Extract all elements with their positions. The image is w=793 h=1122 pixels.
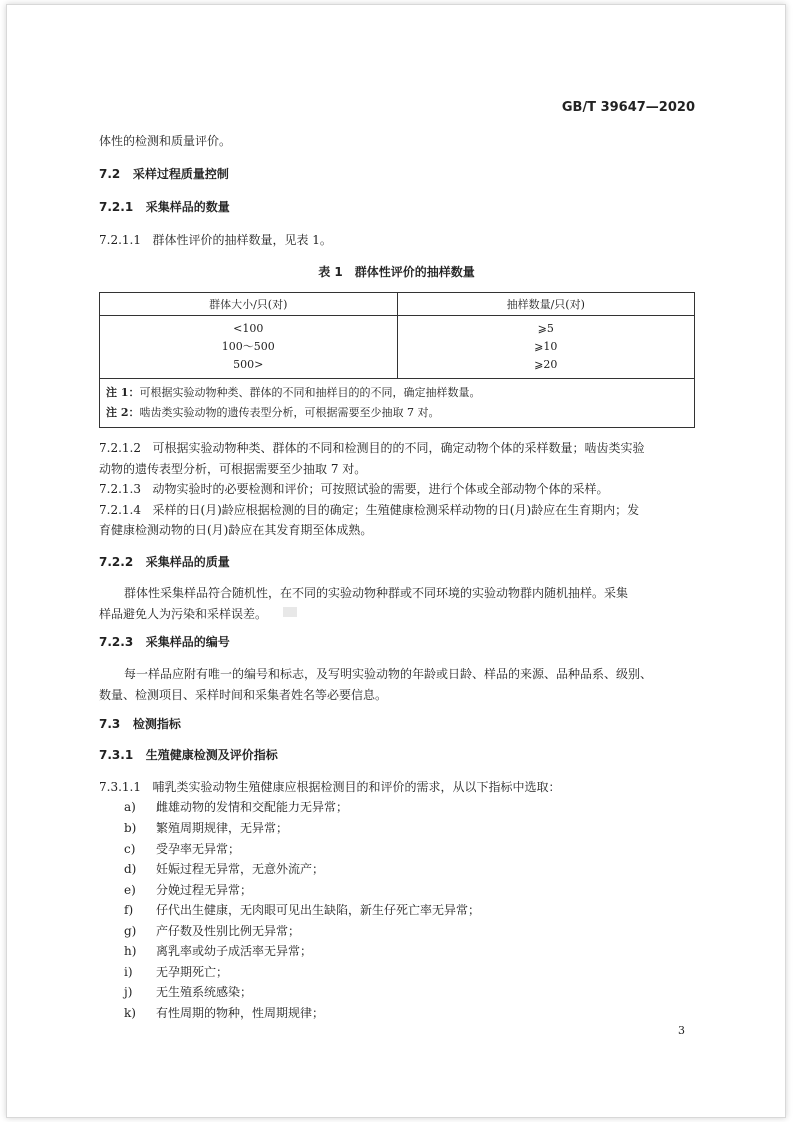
group-size-cell bbox=[100, 316, 398, 379]
list-marker: b) bbox=[124, 821, 137, 835]
list-marker: f) bbox=[124, 903, 134, 917]
paragraph-7-2-2-line1: 群体性采集样品符合随机性，在不同的实验动物种群或不同环境的实验动物群内随机抽样。采集 bbox=[124, 586, 629, 600]
section-title: 采集样品的数量 bbox=[145, 200, 230, 214]
note-text: 可根据实验动物种类、群体的不同和抽样目的的不同，确定抽样数量。 bbox=[139, 386, 481, 399]
list-marker: d) bbox=[124, 862, 137, 876]
section-7-2-2-heading bbox=[99, 554, 230, 570]
clause-7-2-1-1 bbox=[99, 232, 332, 248]
table-note bbox=[106, 403, 688, 423]
list-marker: c) bbox=[124, 842, 136, 856]
section-7-3-heading bbox=[99, 716, 181, 732]
list-text: 无生殖系统感染； bbox=[156, 985, 253, 999]
clause-7-2-1-4-cont: 育健康检测动物的日(月)龄应在其发育期至体成熟。 bbox=[99, 523, 373, 537]
list-marker: j) bbox=[124, 985, 133, 999]
note-label: 注 2： bbox=[106, 406, 140, 419]
list-item bbox=[124, 820, 288, 836]
clause-number: 7.3.1.1 bbox=[99, 780, 141, 794]
continuation-text: 体性的检测和质量评价。 bbox=[99, 134, 232, 148]
paragraph-7-2-2-line2: 样品避免人为污染和采样误差。 bbox=[99, 607, 268, 621]
list-item bbox=[124, 799, 348, 815]
section-title: 采集样品的编号 bbox=[145, 635, 230, 649]
note-text: 啮齿类实验动物的遗传表型分析，可根据需要至少抽取 7 对。 bbox=[139, 406, 440, 419]
note-label: 注 1： bbox=[106, 386, 140, 399]
clause-text: 采样的日(月)龄应根据检测的目的确定；生殖健康检测采样动物的日(月)龄应在生育期内；发 bbox=[152, 503, 640, 517]
section-number: 7.2.1 bbox=[99, 200, 134, 214]
list-item bbox=[124, 841, 240, 857]
section-7-2-3-heading bbox=[99, 634, 230, 650]
list-text: 受孕率无异常； bbox=[156, 842, 241, 856]
list-item bbox=[124, 902, 480, 918]
clause-number: 7.2.1.3 bbox=[99, 482, 141, 496]
sample-count-value: ⩾5 bbox=[537, 322, 554, 335]
paragraph-7-2-3-line2: 数量、检测项目、采样时间和采集者姓名等必要信息。 bbox=[99, 688, 388, 702]
table-header-sample-count: 抽样数量/只(对) bbox=[397, 293, 695, 316]
section-number: 7.2 bbox=[99, 167, 121, 181]
table-notes bbox=[100, 379, 695, 428]
list-marker: k) bbox=[124, 1006, 136, 1020]
clause-7-3-1-1 bbox=[99, 779, 560, 795]
clause-number: 7.2.1.2 bbox=[99, 441, 141, 455]
table-header-row bbox=[100, 293, 695, 316]
table-caption: 表 1 群体性评价的抽样数量 bbox=[318, 265, 475, 279]
section-number: 7.3 bbox=[99, 717, 121, 731]
sample-count-value: ⩾10 bbox=[534, 340, 558, 353]
section-title: 采样过程质量控制 bbox=[132, 167, 229, 181]
section-number: 7.2.3 bbox=[99, 635, 134, 649]
sample-count-value: ⩾20 bbox=[534, 358, 558, 371]
table-header-group-size: 群体大小/只(对) bbox=[100, 293, 398, 316]
section-title: 生殖健康检测及评价指标 bbox=[145, 748, 278, 762]
list-text: 分娩过程无异常； bbox=[156, 883, 253, 897]
list-text: 雌雄动物的发情和交配能力无异常； bbox=[156, 800, 349, 814]
list-text: 产仔数及性别比例无异常； bbox=[156, 924, 301, 938]
table-row bbox=[100, 316, 695, 379]
group-size-value: 100～500 bbox=[221, 340, 275, 353]
page-number: 3 bbox=[678, 1024, 685, 1037]
clause-7-2-1-3 bbox=[99, 481, 608, 497]
list-marker: g) bbox=[124, 924, 137, 938]
section-number: 7.2.2 bbox=[99, 555, 134, 569]
list-text: 仔代出生健康，无肉眼可见出生缺陷，新生仔死亡率无异常； bbox=[156, 903, 481, 917]
section-title: 检测指标 bbox=[132, 717, 181, 731]
list-item bbox=[124, 861, 324, 877]
clause-text: 动物实验时的必要检测和评价；可按照试验的需要，进行个体或全部动物个体的采样。 bbox=[152, 482, 609, 496]
list-item bbox=[124, 882, 252, 898]
list-marker: h) bbox=[124, 944, 137, 958]
clause-text: 可根据实验动物种类、群体的不同和检测目的的不同，确定动物个体的采样数量；啮齿类实验 bbox=[152, 441, 645, 455]
list-text: 有性周期的物种，性周期规律； bbox=[156, 1006, 325, 1020]
list-marker: e) bbox=[124, 883, 136, 897]
standard-number: GB/T 39647—2020 bbox=[561, 100, 695, 115]
paragraph-7-2-3-line1: 每一样品应附有唯一的编号和标志，及写明实验动物的年龄或日龄、样品的来源、品种品系、级别、 bbox=[124, 667, 653, 681]
list-text: 繁殖周期规律，无异常； bbox=[156, 821, 289, 835]
list-marker: i) bbox=[124, 965, 133, 979]
table-notes-row bbox=[100, 379, 695, 428]
section-7-2-heading bbox=[99, 166, 229, 182]
sample-count-cell bbox=[397, 316, 695, 379]
list-item bbox=[124, 1005, 324, 1021]
section-7-3-1-heading bbox=[99, 747, 278, 763]
list-text: 无孕期死亡； bbox=[156, 965, 229, 979]
list-marker: a) bbox=[124, 800, 136, 814]
list-text: 离乳率或幼子成活率无异常； bbox=[156, 944, 313, 958]
section-number: 7.3.1 bbox=[99, 748, 134, 762]
clause-7-2-1-2-cont: 动物的遗传表型分析，可根据需要至少抽取 7 对。 bbox=[99, 462, 367, 476]
group-size-value: <100 bbox=[233, 322, 264, 335]
table-note bbox=[106, 383, 688, 403]
sampling-table bbox=[99, 292, 695, 428]
clause-number: 7.2.1.1 bbox=[99, 233, 141, 247]
list-item bbox=[124, 964, 228, 980]
clause-number: 7.2.1.4 bbox=[99, 503, 141, 517]
list-text: 妊娠过程无异常，无意外流产； bbox=[156, 862, 325, 876]
clause-7-2-1-4 bbox=[99, 502, 639, 518]
list-item bbox=[124, 984, 252, 1000]
clause-text: 群体性评价的抽样数量，见表 1。 bbox=[152, 233, 332, 247]
clause-text: 哺乳类实验动物生殖健康应根据检测目的和评价的需求，从以下指标中选取： bbox=[152, 780, 561, 794]
list-item bbox=[124, 923, 300, 939]
list-item bbox=[124, 943, 312, 959]
section-title: 采集样品的质量 bbox=[145, 555, 230, 569]
group-size-value: 500> bbox=[233, 358, 264, 371]
clause-7-2-1-2 bbox=[99, 440, 644, 456]
watermark-stamp bbox=[283, 607, 297, 617]
section-7-2-1-heading bbox=[99, 199, 230, 215]
